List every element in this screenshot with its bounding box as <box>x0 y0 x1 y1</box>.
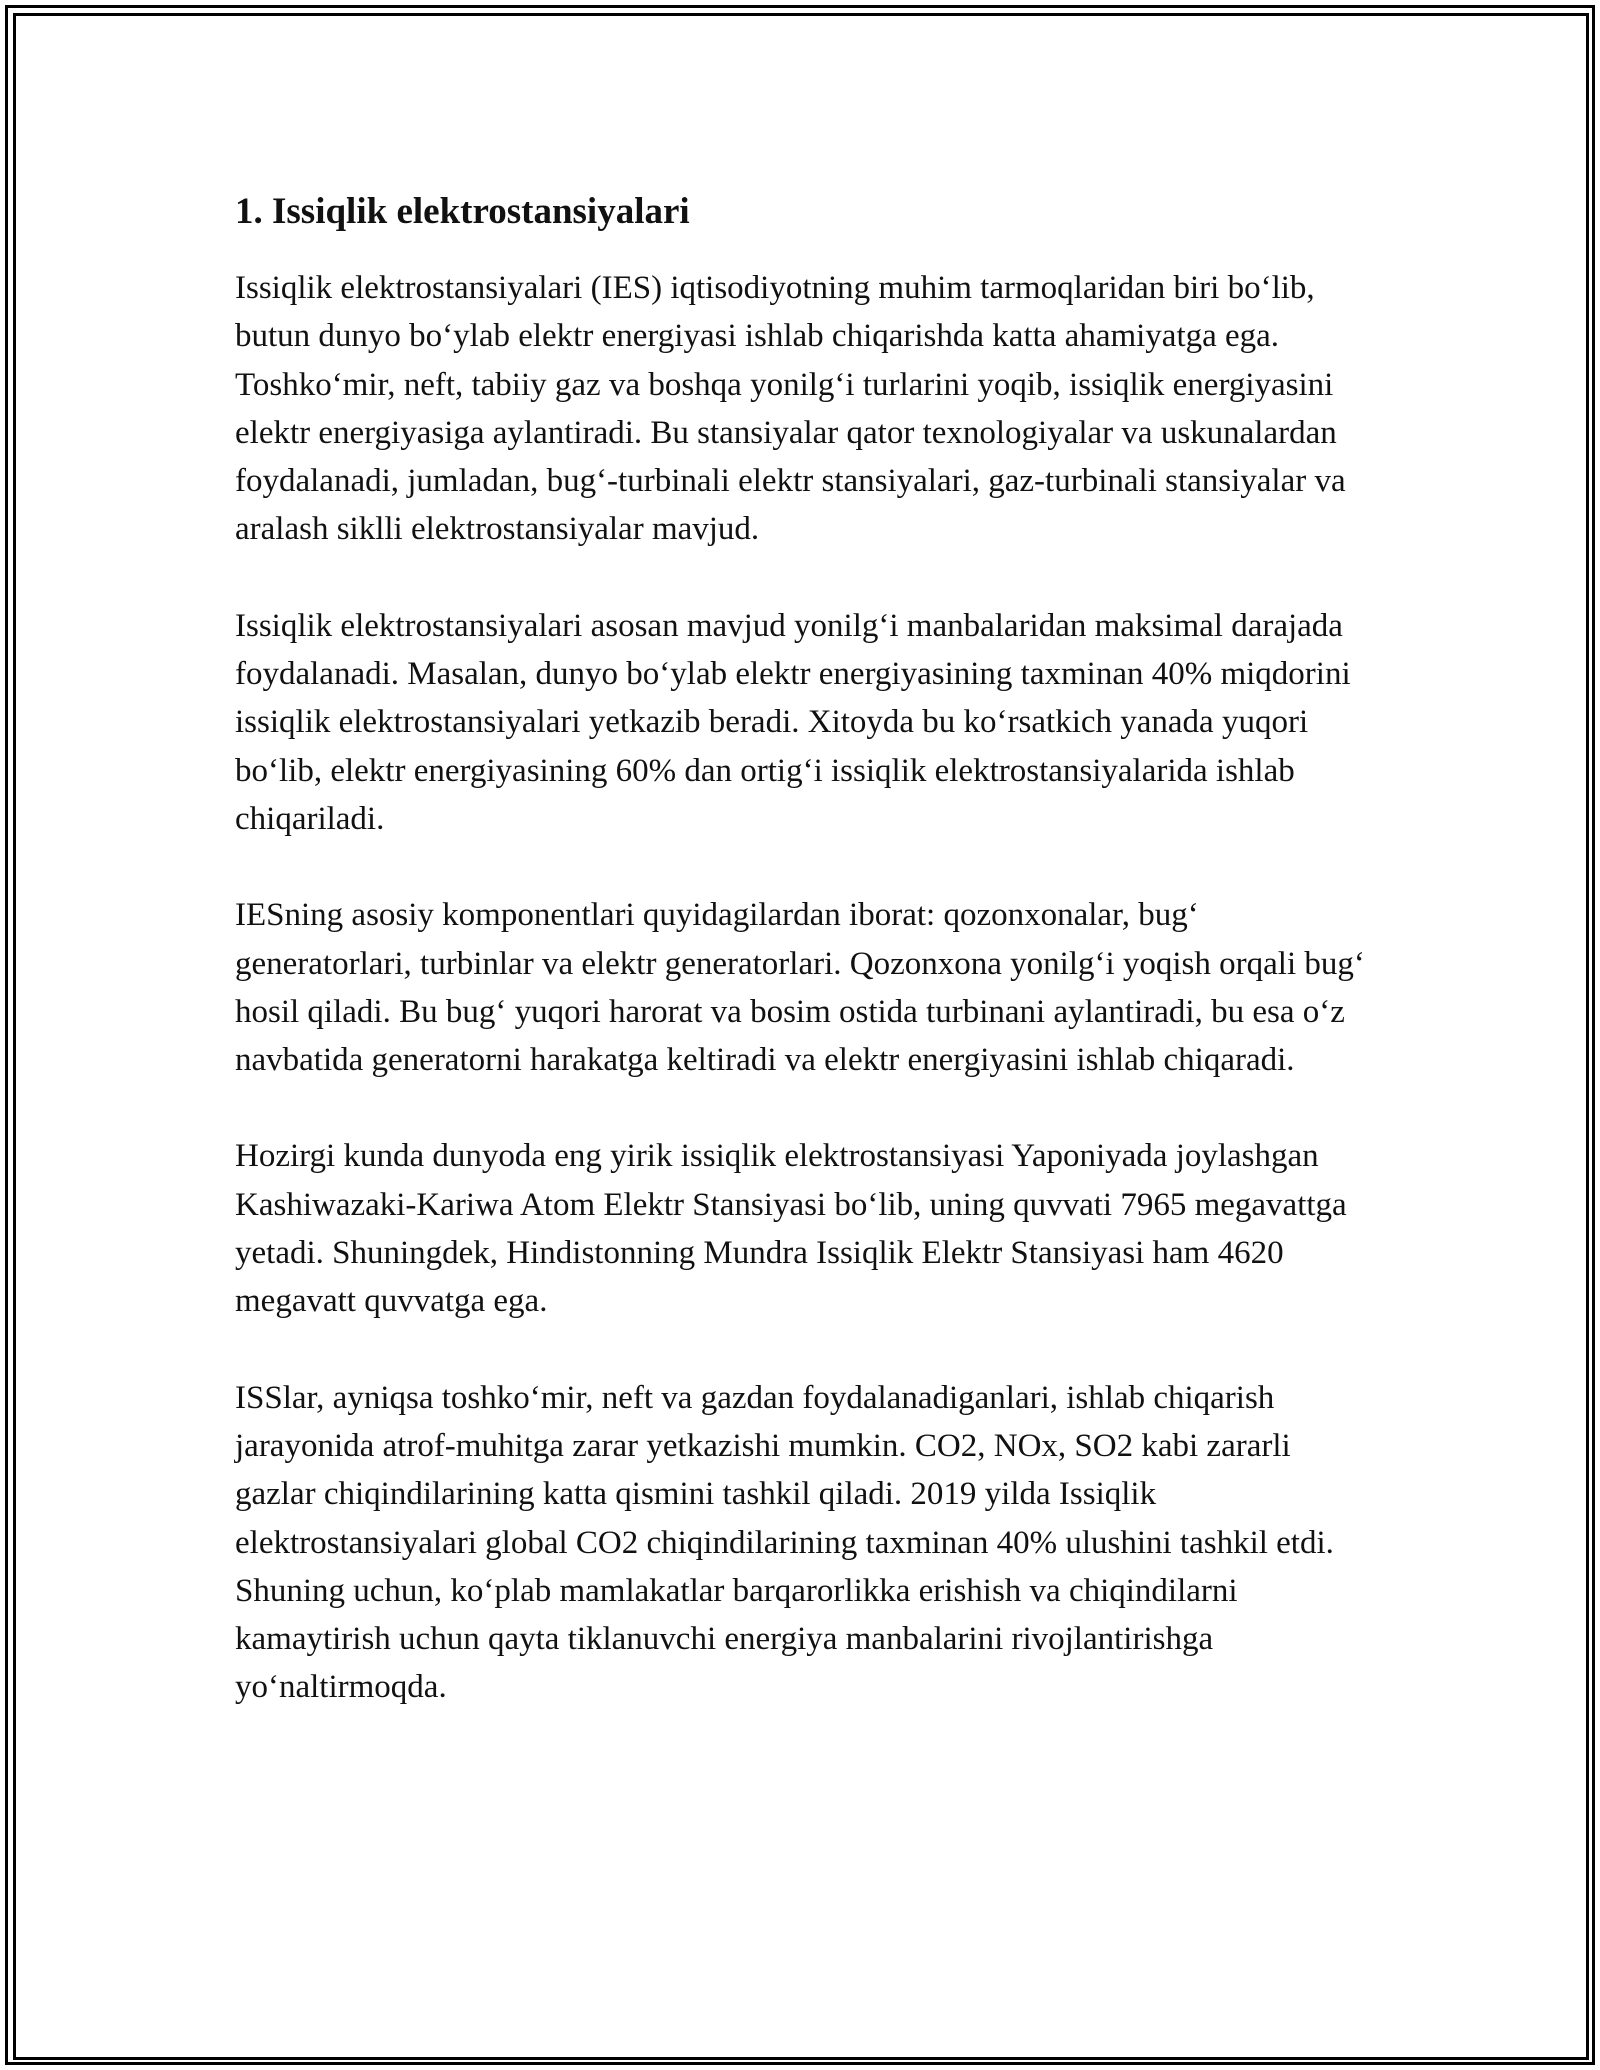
document-body <box>235 188 1375 1760</box>
section-heading: 1. Issiqlik elektrostansiyalari <box>235 191 690 232</box>
paragraph-emissions: ISSlar, ayniqsa toshko‘mir, neft va gazdan foydalanadiganlari, ishlab chiqarish jarayonida atrof-muhitga zarar yetkazishi mumkin. CO2, NOx, SO2 kabi zararli gazlar chiqindilarining katta qismini tashkil qiladi. 2019 yilda Issiqlik elektrostansiyalari global CO2 chiqindilarining taxminan 40% ulushini tashkil etdi. Shuning uchun, ko‘plab mamlakatlar barqarorlikka erishish va chiqindilarni kamaytirish uchun qayta tiklanuvchi energiya manbalarini rivojlantirishga yo‘naltirmoqda. <box>235 1379 1334 1706</box>
paragraph-components: IESning asosiy komponentlari quyidagilardan iborat: qozonxonalar, bug‘ generatorlari, turbinlar va elektr generatorlari. Qozonxona yonilg‘i yoqish orqali bug‘ hosil qiladi. Bu bug‘ yuqori harorat va bosim ostida turbinani aylantiradi, bu esa o‘z navbatida generatorni harakatga keltiradi va elektr energiyasini ishlab chiqaradi. <box>235 897 1365 1079</box>
paragraph-intro: Issiqlik elektrostansiyalari (IES) iqtisodiyotning muhim tarmoqlaridan biri bo‘lib, butun dunyo bo‘ylab elektr energiyasi ishlab chiqarishda katta ahamiyatga ega. Toshko‘mir, neft, tabiiy gaz va boshqa yonilg‘i turlarini yoqib, issiqlik energiyasini elektr energiyasiga aylantiradi. Bu stansiyalar qator texnologiyalar va uskunalardan foydalanadi, jumladan, bug‘-turbinali elektr stansiyalari, gaz-turbinali stansiyalar va aralash siklli elektrostansiyalar mavjud. <box>235 270 1346 548</box>
paragraph-fuel-share: Issiqlik elektrostansiyalari asosan mavjud yonilg‘i manbalaridan maksimal darajada foydalanadi. Masalan, dunyo bo‘ylab elektr energiyasining taxminan 40% miqdorini issiqlik elektrostansiyalari yetkazib beradi. Xitoyda bu ko‘rsatkich yanada yuqori bo‘lib, elektr energiyasining 60% dan ortig‘i issiqlik elektrostansiyalarida ishlab chiqariladi. <box>235 607 1351 837</box>
paragraph-largest-plants: Hozirgi kunda dunyoda eng yirik issiqlik elektrostansiyasi Yaponiyada joylashgan Kashiwazaki-Kariwa Atom Elektr Stansiyasi bo‘lib, uning quvvati 7965 megavattga yetadi. Shuningdek, Hindistonning Mundra Issiqlik Elektr Stansiyasi ham 4620 megavatt quvvatga ega. <box>235 1138 1347 1320</box>
